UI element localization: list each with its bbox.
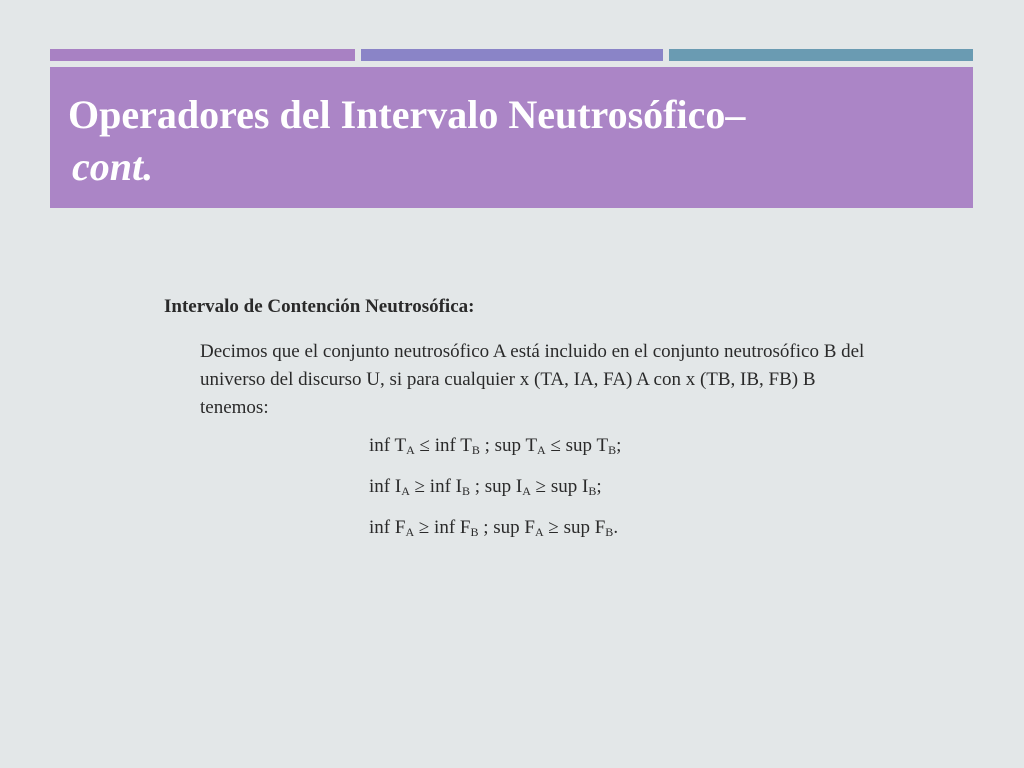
formula-text: ≥ sup F xyxy=(543,517,606,538)
formula-text: ; xyxy=(596,476,602,497)
definition-paragraph: Decimos que el conjunto neutrosófico A está incluido en el conjunto neutrosófico B del universo del discurso U, si para cualquier x (TA, IA, FA) A con x (TB, IB, FB) B tenemos: xyxy=(200,341,865,418)
formula-text: ≥ sup I xyxy=(530,476,589,497)
formula-text: ; sup I xyxy=(470,476,523,497)
formula-list xyxy=(369,432,884,541)
formula-subscript: A xyxy=(405,525,415,539)
accent-bar-purple xyxy=(50,49,355,61)
formula-text: ≤ inf T xyxy=(414,435,472,456)
formula-subscript: B xyxy=(470,525,479,539)
formula-subscript: B xyxy=(588,484,597,498)
formula-subscript: B xyxy=(608,443,617,457)
formula-indeterminacy xyxy=(369,473,884,500)
formula-text: inf I xyxy=(369,476,402,497)
formula-subscript: A xyxy=(406,443,415,457)
formula-subscript: B xyxy=(471,443,480,457)
slide-body xyxy=(164,296,884,555)
formula-text: inf F xyxy=(369,517,406,538)
formula-subscript: A xyxy=(537,443,546,457)
formula-subscript: B xyxy=(605,525,614,539)
formula-text: ≥ inf F xyxy=(414,517,471,538)
slide-title-band xyxy=(50,67,973,208)
slide-title-line1: Operadores del Intervalo Neutrosófico– xyxy=(68,92,746,137)
slide-title xyxy=(68,89,955,193)
slide-title-line2: cont. xyxy=(72,144,154,189)
formula-text: . xyxy=(613,517,619,538)
formula-text: ; sup F xyxy=(478,517,535,538)
formula-text: ≤ sup T xyxy=(545,435,609,456)
formula-falsity xyxy=(369,514,884,541)
formula-subscript: B xyxy=(461,484,470,498)
section-heading: Intervalo de Contención Neutrosófica: xyxy=(164,296,475,317)
formula-subscript: A xyxy=(522,484,531,498)
accent-bar-violet xyxy=(361,49,663,61)
accent-bar-teal xyxy=(669,49,973,61)
formula-text: ≥ inf I xyxy=(409,476,462,497)
formula-truth xyxy=(369,432,884,459)
formula-text: ; xyxy=(616,435,622,456)
formula-text: inf T xyxy=(369,435,407,456)
formula-subscript: A xyxy=(401,484,410,498)
formula-text: ; sup T xyxy=(479,435,538,456)
formula-subscript: A xyxy=(534,525,544,539)
